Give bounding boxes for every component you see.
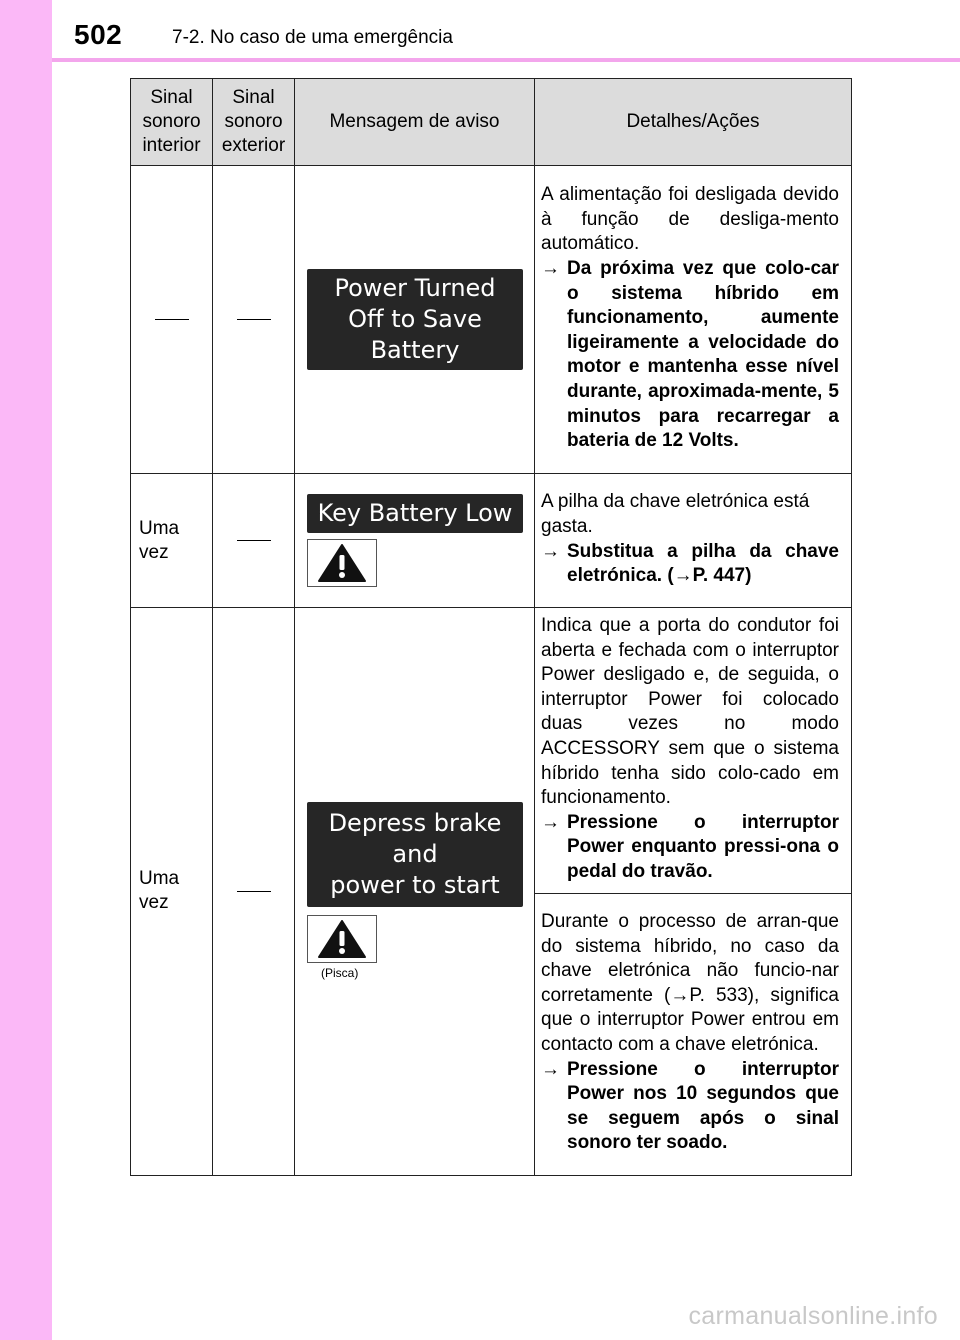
action-text: Pressione o interruptor Power nos 10 segundos que se seguem após o sinal sonoro ter soado. bbox=[567, 1058, 839, 1154]
warning-triangle-icon bbox=[307, 539, 377, 587]
side-tab bbox=[0, 0, 52, 1340]
header-warning-message: Mensagem de aviso bbox=[295, 79, 535, 166]
details-cell bbox=[535, 474, 852, 608]
action-text: Substitua a pilha da chave eletrónica. (→P. 447) bbox=[567, 540, 839, 587]
details-cell bbox=[535, 893, 852, 1175]
action-item bbox=[541, 257, 839, 454]
message-cell bbox=[295, 166, 535, 474]
arrow-icon: → bbox=[541, 258, 560, 280]
details-cell bbox=[535, 608, 852, 894]
arrow-icon: → bbox=[541, 540, 560, 562]
header-rule bbox=[52, 58, 960, 62]
dash-mark bbox=[237, 891, 271, 892]
details-cell bbox=[535, 166, 852, 474]
blink-note: (Pisca) bbox=[321, 966, 359, 981]
action-text: Pressione o interruptor Power enquanto pressi-ona o pedal do travão. bbox=[567, 811, 839, 882]
message-cell bbox=[295, 474, 535, 608]
page-number: 502 bbox=[74, 19, 123, 50]
header-details-actions: Detalhes/Ações bbox=[535, 79, 852, 166]
table-row bbox=[131, 166, 852, 474]
exterior-beep-cell bbox=[213, 474, 295, 608]
dash-mark bbox=[237, 540, 271, 541]
arrow-icon: → bbox=[541, 811, 560, 833]
warning-triangle-icon bbox=[307, 915, 377, 963]
message-cell bbox=[295, 608, 535, 1176]
table-row bbox=[131, 608, 852, 894]
dash-mark bbox=[237, 319, 271, 320]
header-exterior-beep: Sinal sonoro exterior bbox=[213, 79, 295, 166]
details-text: Durante o processo de arran-que do sistema híbrido, no caso da chave eletrónica não funcio-nar corretamente (→P. 533), significa que o interruptor Power entrou em contacto com a chave eletrónica. bbox=[541, 911, 839, 1056]
action-item bbox=[541, 811, 839, 885]
action-text: Da próxima vez que colo-car o sistema híbrido em funcionamento, aumente ligeiramente a velocidade do motor e mantenha esse nível durante, aproximada-mente, 5 minutos para recarregar a bateria de 12 Volts. bbox=[567, 258, 839, 452]
header-interior-beep: Sinal sonoro interior bbox=[131, 79, 213, 166]
table-header-row bbox=[131, 79, 852, 166]
table-row bbox=[131, 474, 852, 608]
section-title: 7-2. No caso de uma emergência bbox=[172, 27, 453, 48]
warning-table bbox=[130, 78, 852, 1176]
watermark: carmanualsonline.info bbox=[688, 1302, 938, 1330]
action-item bbox=[541, 540, 839, 589]
warning-message-display: Depress brake and power to start bbox=[307, 802, 523, 907]
interior-beep-cell bbox=[131, 166, 213, 474]
details-text: A pilha da chave eletrónica está gasta. bbox=[541, 491, 810, 537]
dash-mark bbox=[155, 319, 189, 320]
exterior-beep-cell bbox=[213, 608, 295, 1176]
action-item bbox=[541, 1058, 839, 1156]
arrow-icon: → bbox=[541, 1058, 560, 1080]
warning-message-display: Key Battery Low bbox=[307, 494, 523, 533]
exterior-beep-cell bbox=[213, 166, 295, 474]
interior-beep-cell: Uma vez bbox=[131, 608, 213, 1176]
interior-beep-cell: Uma vez bbox=[131, 474, 213, 608]
warning-message-display: Power Turned Off to Save Battery bbox=[307, 269, 523, 370]
details-text: Indica que a porta do condutor foi aberta e fechada com o interruptor Power desligado e, de seguida, o interruptor Power foi colocado duas vezes no modo ACCESSORY sem que o sistema híbrido tenha sido colo-cado em funcionamento. bbox=[541, 615, 839, 809]
details-text: A alimentação foi desligada devido à função de desliga-mento automático. bbox=[541, 184, 839, 255]
